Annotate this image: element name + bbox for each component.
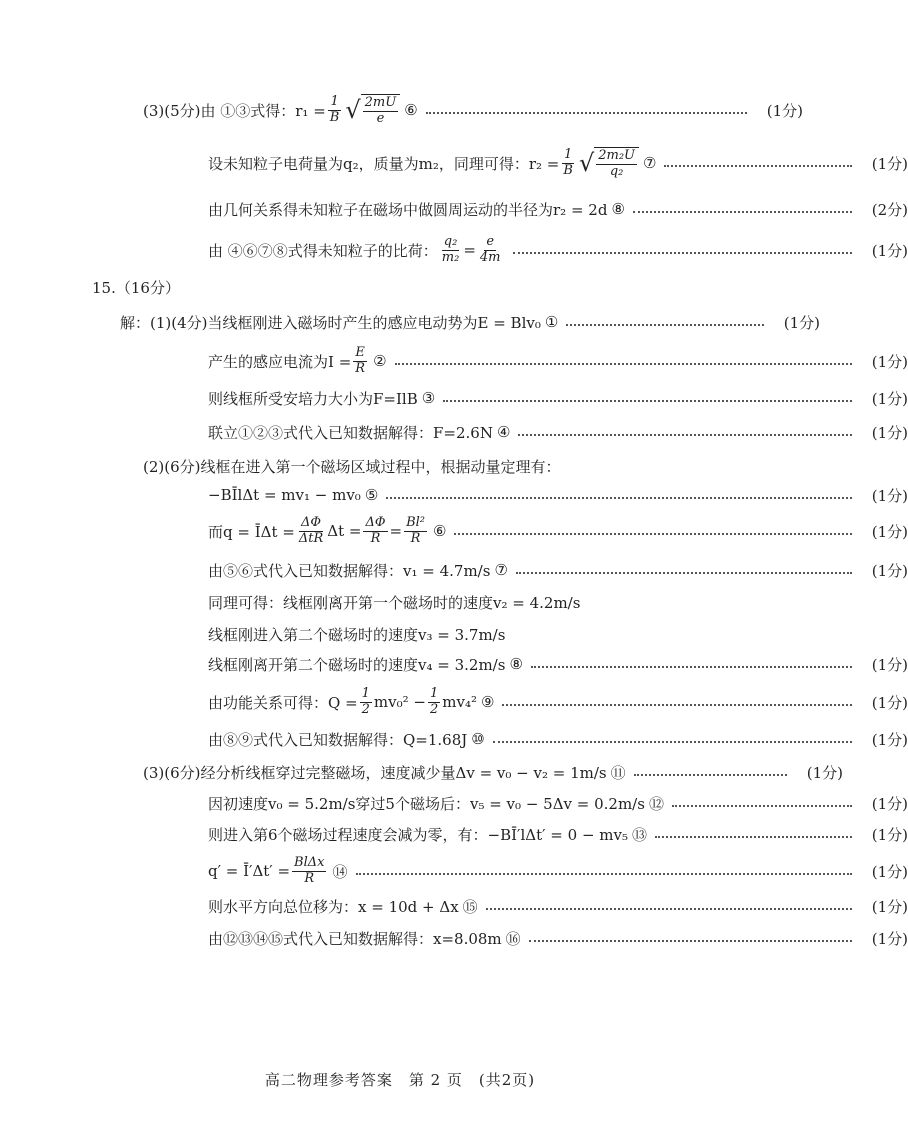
fraction: [478, 235, 503, 265]
fraction: [328, 95, 342, 125]
square-root: [345, 94, 400, 126]
dot-leader: [356, 872, 853, 875]
dot-leader: [513, 251, 852, 254]
fraction-denominator: m₂: [441, 249, 460, 265]
answer-line: [0, 649, 908, 679]
answer-line: [0, 587, 800, 617]
line-text: 线框刚进入第二个磁场时的速度v₃ = 3.7m/s: [208, 625, 506, 644]
fraction: [440, 235, 462, 265]
score-label: (1分): [871, 561, 908, 580]
fraction-numerator: e: [486, 234, 495, 250]
line-text: 由⑧⑨式代入已知数据解得：Q=1.68J: [208, 730, 468, 749]
answer-line: [0, 516, 908, 546]
square-root: [579, 147, 639, 179]
line-text: 则水平方向总位移为：x = 10d + Δx: [208, 897, 459, 916]
fraction: [297, 516, 325, 546]
line-text: 15.（16分）: [92, 278, 180, 297]
fraction-numerator: E: [355, 345, 365, 361]
answer-line: [0, 346, 908, 376]
dot-leader: [672, 804, 852, 807]
dot-leader: [655, 835, 852, 838]
dot-leader: [529, 939, 852, 942]
line-text: 则进入第6个磁场过程速度会减为零，有：−BĪ′lΔt′ = 0 − mv₅: [208, 825, 628, 844]
fraction-numerator: 1: [361, 686, 370, 702]
answer-line: [0, 923, 908, 953]
answer-line: [0, 687, 908, 717]
fraction-denominator: ΔtR: [298, 530, 324, 546]
answer-line: [0, 619, 800, 649]
page-footer: 高二物理参考答案 第 2 页 (共2页): [264, 1071, 536, 1089]
dot-leader: [386, 496, 852, 499]
score-label: (1分): [871, 522, 908, 541]
equation-number: ⑩: [471, 730, 485, 748]
fraction-denominator: e: [376, 110, 385, 126]
score-label: (1分): [806, 763, 843, 782]
fraction-denominator: 4m: [479, 249, 501, 265]
fraction-denominator: R: [304, 870, 315, 886]
score-label: (1分): [871, 862, 908, 881]
dot-leader: [502, 703, 852, 706]
line-text: 由 ④⑥⑦⑧式得未知粒子的比荷：: [208, 241, 438, 260]
line-text: 而q = ĪΔt =: [208, 522, 295, 541]
answer-line: [0, 856, 908, 886]
fraction-denominator: 2: [361, 701, 370, 717]
line-text: 解：(1)(4分)当线框刚进入磁场时产生的感应电动势为E = Blv₀: [120, 313, 541, 332]
score-label: (1分): [871, 154, 908, 173]
score-label: (1分): [783, 313, 820, 332]
dot-leader: [634, 773, 787, 776]
line-text-continued: Δt =: [327, 522, 362, 540]
score-label: (2分): [871, 200, 908, 219]
equation-number: ⑦: [494, 561, 508, 579]
equation-number: ⑥: [433, 522, 447, 540]
fraction-denominator: B: [563, 162, 573, 178]
dot-leader: [426, 111, 747, 114]
fraction-numerator: 1: [429, 686, 439, 702]
score-label: (1分): [871, 352, 908, 371]
score-label: (1分): [871, 825, 908, 844]
fraction-denominator: 2: [429, 701, 439, 717]
answer-line: [0, 451, 800, 481]
line-text: 由功能关系可得：Q =: [208, 693, 358, 712]
fraction-denominator: R: [370, 530, 381, 546]
score-label: (1分): [871, 241, 908, 260]
equation-number: ⑭: [332, 862, 348, 881]
dot-leader: [518, 433, 852, 436]
fraction-denominator: R: [355, 360, 366, 376]
radical-sign: √: [578, 149, 595, 177]
answer-line: [0, 788, 908, 818]
answer-line: [0, 235, 908, 265]
equation-number: ④: [496, 423, 511, 441]
fraction-numerator: BlΔx: [294, 855, 325, 871]
fraction: [561, 148, 575, 178]
equation-number: ⑨: [481, 693, 495, 711]
fraction-denominator: B: [329, 109, 340, 125]
line-text: (3)(5分)由 ①③式得：r₁ =: [143, 101, 326, 120]
answer-line: [0, 819, 908, 849]
answer-line: [0, 757, 843, 787]
score-label: (1分): [871, 486, 908, 505]
radical-sign: √: [345, 96, 361, 124]
score-label: (1分): [871, 389, 908, 408]
line-text-continued: =: [389, 522, 403, 540]
dot-leader: [566, 323, 764, 326]
answer-line: [0, 95, 803, 125]
equation-number: ③: [421, 389, 436, 407]
answer-line: [0, 724, 908, 754]
score-label: (1分): [871, 693, 908, 712]
equation-number: ⑮: [462, 897, 478, 916]
answer-line: [0, 307, 820, 337]
line-text: 产生的感应电流为I =: [208, 352, 352, 371]
dot-leader: [443, 399, 852, 402]
line-text: 则线框所受安培力大小为F=IlB: [208, 389, 418, 408]
equation-number: ⑥: [404, 101, 418, 119]
fraction-numerator: ΔΦ: [365, 515, 386, 531]
equation-number: ⑦: [643, 154, 657, 172]
fraction: [428, 687, 440, 717]
fraction: [353, 346, 367, 376]
fraction-numerator: 1: [330, 94, 339, 110]
fraction: [360, 687, 372, 717]
fraction-numerator: q₂: [443, 234, 458, 250]
answer-line: [0, 891, 908, 921]
fraction-numerator: 1: [564, 147, 573, 163]
equation-number: ⑧: [611, 200, 625, 218]
radicand: [361, 94, 401, 126]
fraction: [404, 516, 427, 546]
radicand: [594, 147, 639, 179]
answer-line: [0, 480, 908, 510]
line-text: 由⑤⑥式代入已知数据解得：v₁ = 4.7m/s: [208, 561, 491, 580]
equation-number: ⑬: [632, 825, 648, 844]
line-text: 由几何关系得未知粒子在磁场中做圆周运动的半径为r₂ = 2d: [208, 200, 608, 219]
line-text: 因初速度v₀ = 5.2m/s穿过5个磁场后：v₅ = v₀ − 5Δv = 0.2m/s: [208, 794, 645, 813]
answer-line: [0, 272, 800, 302]
line-text: −BĪlΔt = mv₁ − mv₀: [208, 486, 361, 504]
dot-leader: [395, 362, 852, 365]
score-label: (1分): [871, 897, 908, 916]
line-text: 设未知粒子电荷量为q₂，质量为m₂，同理可得：r₂ =: [208, 154, 560, 173]
line-text-continued: mv₀² −: [373, 693, 426, 711]
fraction: [363, 516, 387, 546]
answer-line: [0, 417, 908, 447]
fraction-numerator: ΔΦ: [301, 515, 322, 531]
line-text: q′ = Ī′Δt′ =: [208, 862, 291, 880]
fraction: [292, 856, 326, 886]
score-label: (1分): [871, 423, 908, 442]
line-text-continued: mv₄²: [442, 693, 477, 711]
fraction-numerator: 2mU: [364, 95, 397, 111]
score-label: (1分): [871, 730, 908, 749]
line-text: (2)(6分)线框在进入第一个磁场区域过程中，根据动量定理有：: [143, 457, 561, 476]
equation-number: ②: [373, 352, 387, 370]
fraction: [363, 96, 399, 126]
dot-leader: [454, 532, 852, 535]
dot-leader: [531, 665, 852, 668]
score-label: (1分): [871, 929, 908, 948]
dot-leader: [493, 740, 852, 743]
fraction-denominator: R: [410, 530, 421, 546]
fraction-denominator: q₂: [609, 163, 624, 179]
equation-number: ⑯: [505, 929, 521, 948]
line-text: (3)(6分)经分析线框穿过完整磁场，速度减少量Δv = v₀ − v₂ = 1m/s: [143, 763, 607, 782]
equation-number: ⑫: [648, 794, 664, 813]
score-label: (1分): [871, 794, 908, 813]
fraction-numerator: 2m₂U: [598, 148, 635, 164]
answer-line: [0, 555, 908, 585]
answer-line: [0, 148, 908, 178]
score-label: (1分): [871, 655, 908, 674]
answer-line: [0, 383, 908, 413]
score-label: (1分): [766, 101, 803, 120]
line-text: 联立①②③式代入已知数据解得：F=2.6N: [208, 423, 493, 442]
answer-line: [0, 194, 908, 224]
equation-number: ⑤: [364, 486, 379, 504]
line-text-continued: =: [463, 241, 476, 259]
dot-leader: [486, 907, 852, 910]
line-text: 线框刚离开第二个磁场时的速度v₄ = 3.2m/s: [208, 655, 506, 674]
line-text: 由⑫⑬⑭⑮式代入已知数据解得：x=8.08m: [208, 929, 502, 948]
equation-number: ①: [544, 313, 559, 331]
dot-leader: [664, 164, 852, 167]
fraction: [596, 149, 637, 179]
dot-leader: [633, 210, 852, 213]
equation-number: ⑧: [509, 655, 523, 673]
fraction-numerator: Bl²: [406, 515, 426, 531]
line-text: 同理可得：线框刚离开第一个磁场时的速度v₂ = 4.2m/s: [208, 593, 581, 612]
equation-number: ⑪: [610, 763, 626, 782]
dot-leader: [516, 571, 852, 574]
